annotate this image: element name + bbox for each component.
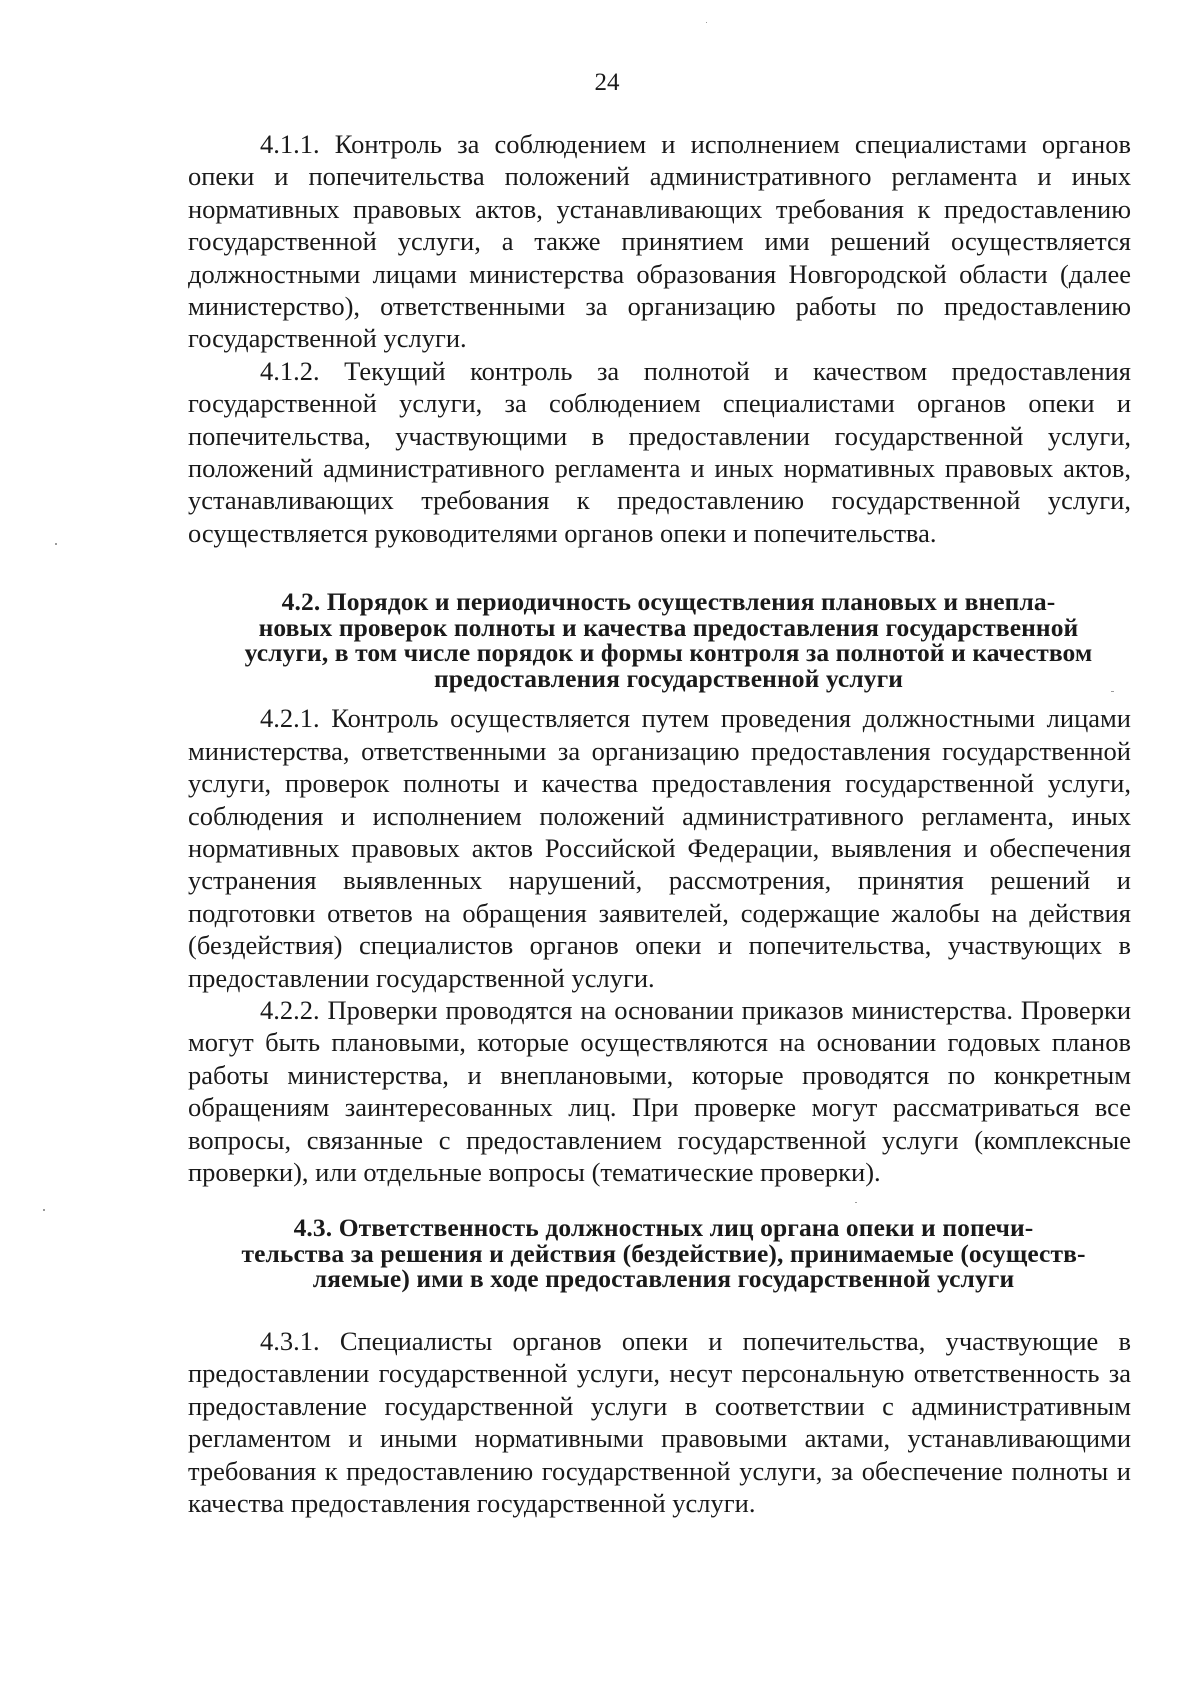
heading-line: новых проверок полноты и качества предоставления государственной: [258, 612, 1079, 642]
heading-line: 4.3. Ответственность должностных лиц органа опеки и попечи-: [293, 1213, 1034, 1243]
heading-line: 4.2. Порядок и периодичность осуществления плановых и внепла-: [281, 587, 1056, 617]
heading-line: ляемые) ими в ходе предоставления государственной услуги: [312, 1264, 1015, 1294]
paragraph-4-2-1: 4.2.1. Контроль осуществляется путем проведения должностными лицами министерства, ответственными за организацию предоставления государственной услуги, проверок полноты и качества предоставления государственной услуги, соблюдения и исполнением положений административного регламента, иных нормативных правовых актов Российской Федерации, выявления и обеспечения устранения выявленных нарушений, рассмотрения, принятия решений и подготовки ответов на обращения заявителей, содержащие жалобы на действия (бездействия) специалистов органов опеки и попечительства, участвующих в предоставлении государственной услуги.: [188, 703, 1131, 993]
document-body: [188, 128, 1131, 1519]
paragraph-4-1-2: 4.1.2. Текущий контроль за полнотой и качеством предоставления государственной услуги, за соблюдением специалистами органов опеки и попечительства, участвующими в предоставлении государственной услуги, положений административного регламента и иных нормативных правовых актов, устанавливающих требования к предоставлению государственной услуги, осуществляется руководителями органов опеки и попечительства.: [188, 355, 1131, 548]
scan-speck: [1111, 691, 1114, 692]
section-heading-4-2: [188, 589, 1131, 691]
paragraph-4-1-1: 4.1.1. Контроль за соблюдением и исполнением специалистами органов опеки и попечительства положений административного регламента и иных нормативных правовых актов, устанавливающих требования к предоставлению государственной услуги, а также принятием ими решений осуществляется должностными лицами министерства образования Новгородской области (далее министерство), ответственными за организацию работы по предоставлению государственной услуги.: [188, 129, 1131, 354]
scan-speck: [55, 543, 57, 545]
section-heading-4-3: [188, 1215, 1131, 1292]
heading-line: услуги, в том числе порядок и формы контроля за полнотой и качеством: [244, 638, 1093, 668]
heading-line: тельства за решения и действия (бездействие), принимаемые (осуществ-: [241, 1238, 1086, 1268]
scan-speck: [855, 1202, 857, 1203]
heading-line: предоставления государственной услуги: [433, 663, 904, 693]
paragraph-4-3-1: 4.3.1. Специалисты органов опеки и попечительства, участвующие в предоставлении государственной услуги, несут персональную ответственность за предоставление государственной услуги в соответствии с административным регламентом и иными нормативными правовыми актами, устанавливающими требования к предоставлению государственной услуги, за обеспечение полноты и качества предоставления государственной услуги.: [188, 1325, 1131, 1518]
scan-speck: [43, 1209, 45, 1211]
scan-speck: [706, 22, 707, 23]
page-number: 24: [594, 69, 620, 96]
paragraph-4-2-2: 4.2.2. Проверки проводятся на основании приказов министерства. Проверки могут быть плановыми, которые осуществляются на основании годовых планов работы министерства, и внеплановыми, которые проводятся по конкретным обращениям заинтересованных лиц. При проверке могут рассматриваться все вопросы, связанные с предоставлением государственной услуги (комплексные проверки), или отдельные вопросы (тематические проверки).: [188, 994, 1131, 1187]
